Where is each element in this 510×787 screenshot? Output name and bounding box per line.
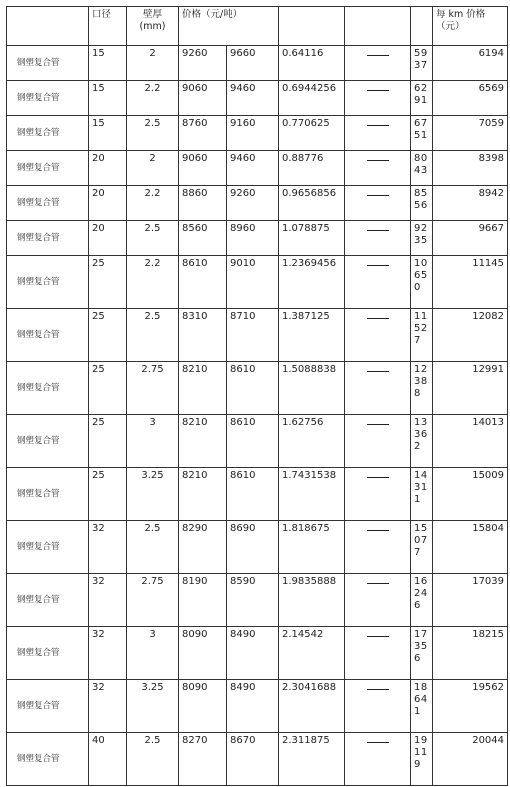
split-price-part: 80 [414, 153, 428, 164]
dash-cell [345, 574, 411, 627]
price-high-cell: 8490 [227, 680, 279, 733]
pipe-name-cell: 钢塑复合管 [7, 46, 89, 81]
split-price-cell [411, 221, 433, 256]
dash-line [367, 55, 389, 56]
dash-cell [345, 116, 411, 151]
price-low-cell: 8290 [179, 521, 227, 574]
header-wall-label: 壁厚 [142, 9, 162, 20]
dash-line [367, 583, 389, 584]
split-price-part: 92 [414, 223, 428, 234]
dash-cell [345, 733, 411, 786]
split-price-cell [411, 309, 433, 362]
dash-cell [345, 468, 411, 521]
km-price-cell: 8942 [433, 186, 508, 221]
dash-cell [345, 309, 411, 362]
wall-thickness-cell: 2.2 [127, 186, 179, 221]
split-price-cell [411, 627, 433, 680]
split-price-part: 31 [414, 482, 428, 493]
split-price-cell [411, 186, 433, 221]
price-low-cell: 8610 [179, 256, 227, 309]
table-row [7, 362, 508, 415]
dash-line [367, 371, 389, 372]
header-name-cell [7, 7, 89, 46]
diameter-cell: 20 [89, 221, 127, 256]
header-km-price-cell: 每 km 价格（元） [433, 7, 508, 46]
diameter-cell: 25 [89, 468, 127, 521]
split-price-part: 52 [414, 323, 428, 334]
split-price-part: 64 [414, 694, 428, 705]
weight-cell: 0.64116 [279, 46, 345, 81]
split-price-part: 35 [414, 641, 428, 652]
dash-line [367, 424, 389, 425]
dash-line [367, 230, 389, 231]
split-price-part: 59 [414, 48, 428, 59]
wall-thickness-cell: 3.25 [127, 680, 179, 733]
wall-thickness-cell: 2.2 [127, 256, 179, 309]
dash-cell [345, 256, 411, 309]
pipe-name-cell: 钢塑复合管 [7, 521, 89, 574]
price-high-cell: 9460 [227, 151, 279, 186]
km-price-cell: 7059 [433, 116, 508, 151]
split-price-part: 11 [414, 747, 428, 758]
header-blank-cell [411, 7, 433, 46]
dash-cell [345, 415, 411, 468]
wall-thickness-cell: 2.5 [127, 733, 179, 786]
km-price-cell: 15009 [433, 468, 508, 521]
diameter-cell: 25 [89, 415, 127, 468]
split-price-cell [411, 733, 433, 786]
wall-thickness-cell: 2.5 [127, 221, 179, 256]
split-price-part: 15 [414, 523, 428, 534]
dash-line [367, 265, 389, 266]
split-price-part: 65 [414, 270, 428, 281]
dash-cell [345, 627, 411, 680]
split-price-part: 0 [414, 282, 421, 293]
split-price-part: 43 [414, 165, 428, 176]
wall-thickness-cell: 2.5 [127, 521, 179, 574]
split-price-part: 2 [414, 441, 421, 452]
diameter-cell: 32 [89, 521, 127, 574]
price-low-cell: 8210 [179, 362, 227, 415]
price-low-cell: 8090 [179, 680, 227, 733]
weight-cell: 2.311875 [279, 733, 345, 786]
dash-line [367, 742, 389, 743]
weight-cell: 1.818675 [279, 521, 345, 574]
price-low-cell: 8210 [179, 415, 227, 468]
km-price-cell: 20044 [433, 733, 508, 786]
split-price-part: 13 [414, 417, 428, 428]
wall-thickness-cell: 2 [127, 151, 179, 186]
dash-cell [345, 151, 411, 186]
diameter-cell: 32 [89, 574, 127, 627]
diameter-cell: 25 [89, 256, 127, 309]
split-price-part: 18 [414, 682, 428, 693]
diameter-cell: 15 [89, 81, 127, 116]
km-price-cell: 8398 [433, 151, 508, 186]
pipe-name-cell: 钢塑复合管 [7, 468, 89, 521]
split-price-part: 1 [414, 494, 421, 505]
table-row [7, 116, 508, 151]
dash-cell [345, 362, 411, 415]
dash-line [367, 318, 389, 319]
table-row [7, 81, 508, 116]
price-high-cell: 9460 [227, 81, 279, 116]
dash-line [367, 160, 389, 161]
diameter-cell: 40 [89, 733, 127, 786]
price-high-cell: 8490 [227, 627, 279, 680]
table-row [7, 186, 508, 221]
km-price-cell: 12082 [433, 309, 508, 362]
dash-cell [345, 46, 411, 81]
header-wall-unit: (mm) [139, 21, 166, 32]
pipe-name-cell: 钢塑复合管 [7, 186, 89, 221]
diameter-cell: 25 [89, 362, 127, 415]
table-row [7, 574, 508, 627]
price-low-cell: 8860 [179, 186, 227, 221]
split-price-part: 12 [414, 364, 428, 375]
price-high-cell: 8710 [227, 309, 279, 362]
price-high-cell: 8590 [227, 574, 279, 627]
price-high-cell: 8610 [227, 362, 279, 415]
weight-cell: 2.14542 [279, 627, 345, 680]
table-row [7, 627, 508, 680]
pipe-name-cell: 钢塑复合管 [7, 362, 89, 415]
split-price-part: 1 [414, 706, 421, 717]
weight-cell: 2.3041688 [279, 680, 345, 733]
header-price-cell: 价格（元/吨） [179, 7, 279, 46]
wall-thickness-cell: 2.5 [127, 309, 179, 362]
diameter-cell: 15 [89, 116, 127, 151]
table-row [7, 680, 508, 733]
diameter-cell: 20 [89, 186, 127, 221]
pipe-name-cell: 钢塑复合管 [7, 221, 89, 256]
split-price-part: 37 [414, 60, 428, 71]
table-row [7, 309, 508, 362]
split-price-cell [411, 415, 433, 468]
pipe-name-cell: 钢塑复合管 [7, 733, 89, 786]
split-price-cell [411, 256, 433, 309]
weight-cell: 1.5088838 [279, 362, 345, 415]
dash-cell [345, 186, 411, 221]
price-table [6, 6, 508, 786]
table-row [7, 415, 508, 468]
split-price-cell [411, 116, 433, 151]
price-high-cell: 8670 [227, 733, 279, 786]
split-price-part: 11 [414, 311, 428, 322]
diameter-cell: 15 [89, 46, 127, 81]
header-wall-cell [127, 7, 179, 46]
price-high-cell: 8960 [227, 221, 279, 256]
split-price-cell [411, 574, 433, 627]
split-price-part: 9 [414, 759, 421, 770]
weight-cell: 1.387125 [279, 309, 345, 362]
weight-cell: 1.078875 [279, 221, 345, 256]
pipe-name-cell: 钢塑复合管 [7, 309, 89, 362]
dash-line [367, 689, 389, 690]
split-price-part: 51 [414, 130, 428, 141]
split-price-part: 85 [414, 188, 428, 199]
price-high-cell: 9010 [227, 256, 279, 309]
pipe-name-cell: 钢塑复合管 [7, 151, 89, 186]
split-price-part: 10 [414, 258, 428, 269]
price-low-cell: 8560 [179, 221, 227, 256]
pipe-name-cell: 钢塑复合管 [7, 627, 89, 680]
price-low-cell: 8210 [179, 468, 227, 521]
wall-thickness-cell: 2.75 [127, 574, 179, 627]
dash-cell [345, 221, 411, 256]
price-low-cell: 9060 [179, 81, 227, 116]
table-row [7, 46, 508, 81]
price-high-cell: 8610 [227, 468, 279, 521]
dash-line [367, 530, 389, 531]
split-price-part: 6 [414, 653, 421, 664]
split-price-part: 07 [414, 535, 428, 546]
wall-thickness-cell: 2.5 [127, 116, 179, 151]
table-row [7, 256, 508, 309]
weight-cell: 0.9656856 [279, 186, 345, 221]
split-price-cell [411, 680, 433, 733]
header-weight-cell [279, 7, 345, 46]
price-high-cell: 9160 [227, 116, 279, 151]
pipe-name-cell: 钢塑复合管 [7, 116, 89, 151]
km-price-cell: 12991 [433, 362, 508, 415]
km-price-cell: 17039 [433, 574, 508, 627]
wall-thickness-cell: 2 [127, 46, 179, 81]
price-low-cell: 8310 [179, 309, 227, 362]
pipe-name-cell: 钢塑复合管 [7, 415, 89, 468]
header-row [7, 7, 508, 46]
table-row [7, 151, 508, 186]
km-price-cell: 6569 [433, 81, 508, 116]
split-price-cell [411, 362, 433, 415]
price-high-cell: 8610 [227, 415, 279, 468]
dash-line [367, 125, 389, 126]
table-row [7, 521, 508, 574]
weight-cell: 1.9835888 [279, 574, 345, 627]
price-low-cell: 8270 [179, 733, 227, 786]
price-low-cell: 8190 [179, 574, 227, 627]
weight-cell: 0.6944256 [279, 81, 345, 116]
split-price-part: 91 [414, 95, 428, 106]
price-low-cell: 9260 [179, 46, 227, 81]
weight-cell: 1.2369456 [279, 256, 345, 309]
diameter-cell: 32 [89, 627, 127, 680]
km-price-cell: 14013 [433, 415, 508, 468]
weight-cell: 1.7431538 [279, 468, 345, 521]
diameter-cell: 32 [89, 680, 127, 733]
split-price-part: 24 [414, 588, 428, 599]
wall-thickness-cell: 2.75 [127, 362, 179, 415]
wall-thickness-cell: 3.25 [127, 468, 179, 521]
split-price-part: 17 [414, 629, 428, 640]
weight-cell: 1.62756 [279, 415, 345, 468]
price-low-cell: 8760 [179, 116, 227, 151]
split-price-part: 8 [414, 388, 421, 399]
table-row [7, 468, 508, 521]
price-high-cell: 9660 [227, 46, 279, 81]
pipe-name-cell: 钢塑复合管 [7, 256, 89, 309]
split-price-part: 36 [414, 429, 428, 440]
wall-thickness-cell: 3 [127, 415, 179, 468]
pipe-name-cell: 钢塑复合管 [7, 81, 89, 116]
km-price-cell: 19562 [433, 680, 508, 733]
pipe-name-cell: 钢塑复合管 [7, 574, 89, 627]
price-low-cell: 9060 [179, 151, 227, 186]
price-high-cell: 9260 [227, 186, 279, 221]
split-price-part: 62 [414, 83, 428, 94]
table-row [7, 733, 508, 786]
wall-thickness-cell: 2.2 [127, 81, 179, 116]
pipe-name-cell: 钢塑复合管 [7, 680, 89, 733]
dash-cell [345, 680, 411, 733]
split-price-part: 7 [414, 335, 421, 346]
header-diameter-cell: 口径 [89, 7, 127, 46]
price-low-cell: 8090 [179, 627, 227, 680]
diameter-cell: 25 [89, 309, 127, 362]
wall-thickness-cell: 3 [127, 627, 179, 680]
dash-line [367, 195, 389, 196]
km-price-cell: 15804 [433, 521, 508, 574]
split-price-part: 35 [414, 235, 428, 246]
split-price-cell [411, 151, 433, 186]
split-price-part: 19 [414, 735, 428, 746]
km-price-cell: 11145 [433, 256, 508, 309]
split-price-cell [411, 81, 433, 116]
weight-cell: 0.770625 [279, 116, 345, 151]
dash-line [367, 90, 389, 91]
km-price-cell: 18215 [433, 627, 508, 680]
split-price-part: 7 [414, 547, 421, 558]
weight-cell: 0.88776 [279, 151, 345, 186]
split-price-cell [411, 521, 433, 574]
split-price-part: 67 [414, 118, 428, 129]
dash-line [367, 636, 389, 637]
split-price-part: 6 [414, 600, 421, 611]
dash-line [367, 477, 389, 478]
table-row [7, 221, 508, 256]
header-dash-cell [345, 7, 411, 46]
split-price-part: 56 [414, 200, 428, 211]
km-price-cell: 9667 [433, 221, 508, 256]
price-high-cell: 8690 [227, 521, 279, 574]
split-price-part: 38 [414, 376, 428, 387]
split-price-cell [411, 468, 433, 521]
split-price-part: 14 [414, 470, 428, 481]
split-price-cell [411, 46, 433, 81]
diameter-cell: 20 [89, 151, 127, 186]
dash-cell [345, 521, 411, 574]
dash-cell [345, 81, 411, 116]
split-price-part: 16 [414, 576, 428, 587]
km-price-cell: 6194 [433, 46, 508, 81]
